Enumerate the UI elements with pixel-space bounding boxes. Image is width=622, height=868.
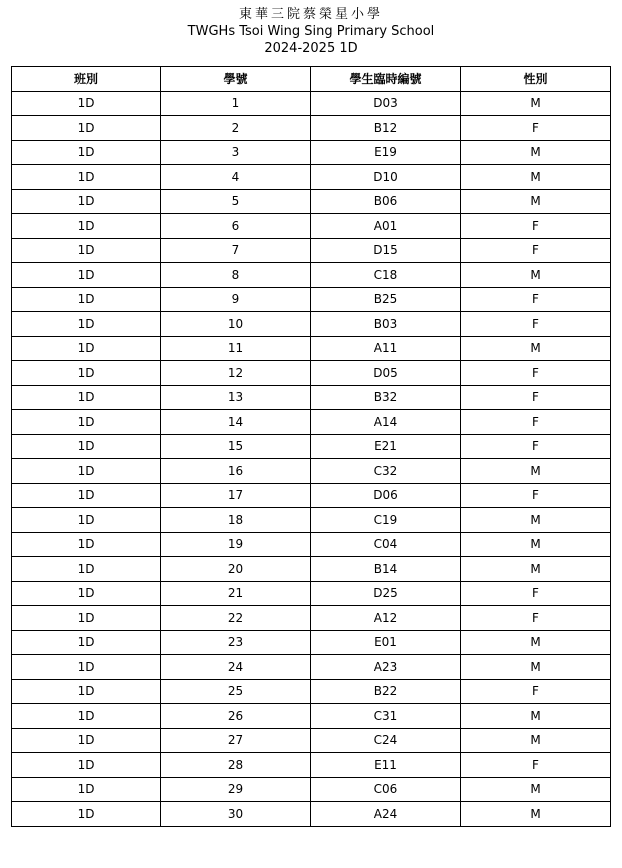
- cell-class: 1D: [12, 140, 161, 165]
- cell-gender: F: [461, 679, 611, 704]
- cell-gender: F: [461, 410, 611, 435]
- cell-class: 1D: [12, 361, 161, 386]
- cell-class: 1D: [12, 557, 161, 582]
- cell-student-number: 22: [161, 606, 311, 631]
- table-row: [12, 655, 611, 680]
- cell-student-number: 27: [161, 728, 311, 753]
- table-row: [12, 312, 611, 337]
- cell-student-number: 4: [161, 165, 311, 190]
- cell-gender: M: [461, 263, 611, 288]
- cell-class: 1D: [12, 434, 161, 459]
- cell-temporary-id: A24: [311, 802, 461, 827]
- cell-student-number: 13: [161, 385, 311, 410]
- table-row: [12, 140, 611, 165]
- cell-student-number: 23: [161, 630, 311, 655]
- cell-student-number: 26: [161, 704, 311, 729]
- table-row: [12, 679, 611, 704]
- table-row: [12, 704, 611, 729]
- cell-temporary-id: E01: [311, 630, 461, 655]
- cell-temporary-id: C19: [311, 508, 461, 533]
- cell-temporary-id: A12: [311, 606, 461, 631]
- table-row: [12, 361, 611, 386]
- school-name-english: TWGHs Tsoi Wing Sing Primary School: [187, 24, 435, 39]
- table-row: [12, 336, 611, 361]
- table-row: [12, 434, 611, 459]
- cell-class: 1D: [12, 704, 161, 729]
- cell-class: 1D: [12, 532, 161, 557]
- cell-temporary-id: A14: [311, 410, 461, 435]
- cell-temporary-id: C06: [311, 777, 461, 802]
- cell-student-number: 18: [161, 508, 311, 533]
- cell-student-number: 2: [161, 116, 311, 141]
- cell-class: 1D: [12, 214, 161, 239]
- cell-class: 1D: [12, 728, 161, 753]
- table-row: [12, 410, 611, 435]
- column-header-gender: 性別: [461, 67, 611, 92]
- cell-student-number: 7: [161, 238, 311, 263]
- cell-class: 1D: [12, 165, 161, 190]
- table-row: [12, 459, 611, 484]
- cell-temporary-id: A11: [311, 336, 461, 361]
- cell-gender: F: [461, 753, 611, 778]
- cell-gender: F: [461, 606, 611, 631]
- column-header-student-number: 學號: [161, 67, 311, 92]
- cell-student-number: 25: [161, 679, 311, 704]
- cell-gender: F: [461, 483, 611, 508]
- cell-class: 1D: [12, 753, 161, 778]
- table-row: [12, 581, 611, 606]
- table-row: [12, 287, 611, 312]
- cell-student-number: 12: [161, 361, 311, 386]
- cell-gender: F: [461, 214, 611, 239]
- table-row: [12, 189, 611, 214]
- cell-gender: M: [461, 557, 611, 582]
- cell-student-number: 17: [161, 483, 311, 508]
- cell-gender: M: [461, 508, 611, 533]
- cell-class: 1D: [12, 777, 161, 802]
- cell-gender: M: [461, 777, 611, 802]
- cell-temporary-id: E21: [311, 434, 461, 459]
- cell-class: 1D: [12, 655, 161, 680]
- cell-gender: F: [461, 238, 611, 263]
- table-row: [12, 532, 611, 557]
- cell-student-number: 30: [161, 802, 311, 827]
- table-row: [12, 263, 611, 288]
- cell-class: 1D: [12, 459, 161, 484]
- table-row: [12, 802, 611, 827]
- school-name-chinese: 東華三院蔡榮星小學: [238, 7, 383, 22]
- cell-temporary-id: B06: [311, 189, 461, 214]
- table-row: [12, 777, 611, 802]
- cell-class: 1D: [12, 385, 161, 410]
- table-row: [12, 238, 611, 263]
- table-row: [12, 116, 611, 141]
- cell-gender: F: [461, 361, 611, 386]
- cell-student-number: 8: [161, 263, 311, 288]
- cell-gender: M: [461, 140, 611, 165]
- cell-class: 1D: [12, 802, 161, 827]
- cell-student-number: 15: [161, 434, 311, 459]
- cell-gender: F: [461, 312, 611, 337]
- cell-class: 1D: [12, 189, 161, 214]
- table-header-row: [12, 67, 611, 92]
- cell-temporary-id: B32: [311, 385, 461, 410]
- cell-temporary-id: C31: [311, 704, 461, 729]
- cell-gender: F: [461, 434, 611, 459]
- cell-class: 1D: [12, 630, 161, 655]
- cell-temporary-id: B14: [311, 557, 461, 582]
- table-row: [12, 91, 611, 116]
- column-header-temporary-id: 學生臨時編號: [311, 67, 461, 92]
- cell-gender: M: [461, 728, 611, 753]
- cell-gender: M: [461, 630, 611, 655]
- cell-temporary-id: E11: [311, 753, 461, 778]
- cell-student-number: 16: [161, 459, 311, 484]
- cell-class: 1D: [12, 410, 161, 435]
- cell-temporary-id: D05: [311, 361, 461, 386]
- cell-temporary-id: D03: [311, 91, 461, 116]
- cell-temporary-id: B25: [311, 287, 461, 312]
- table-row: [12, 606, 611, 631]
- cell-gender: F: [461, 385, 611, 410]
- cell-student-number: 11: [161, 336, 311, 361]
- table-body: [12, 91, 611, 826]
- table-row: [12, 630, 611, 655]
- cell-temporary-id: B12: [311, 116, 461, 141]
- cell-gender: M: [461, 459, 611, 484]
- cell-gender: M: [461, 704, 611, 729]
- cell-class: 1D: [12, 287, 161, 312]
- column-header-class: 班別: [12, 67, 161, 92]
- cell-gender: F: [461, 287, 611, 312]
- cell-class: 1D: [12, 336, 161, 361]
- cell-temporary-id: E19: [311, 140, 461, 165]
- cell-gender: F: [461, 581, 611, 606]
- table-row: [12, 483, 611, 508]
- table-row: [12, 508, 611, 533]
- cell-temporary-id: B22: [311, 679, 461, 704]
- cell-student-number: 9: [161, 287, 311, 312]
- cell-temporary-id: C04: [311, 532, 461, 557]
- cell-student-number: 10: [161, 312, 311, 337]
- class-year-subtitle: 2024-2025 1D: [264, 41, 358, 56]
- cell-gender: M: [461, 336, 611, 361]
- cell-temporary-id: C32: [311, 459, 461, 484]
- cell-temporary-id: A23: [311, 655, 461, 680]
- document-header: [0, 6, 622, 57]
- cell-student-number: 20: [161, 557, 311, 582]
- cell-class: 1D: [12, 312, 161, 337]
- cell-student-number: 19: [161, 532, 311, 557]
- cell-student-number: 24: [161, 655, 311, 680]
- cell-student-number: 6: [161, 214, 311, 239]
- cell-gender: M: [461, 532, 611, 557]
- cell-gender: M: [461, 165, 611, 190]
- table-row: [12, 728, 611, 753]
- cell-student-number: 5: [161, 189, 311, 214]
- table-row: [12, 385, 611, 410]
- cell-gender: M: [461, 189, 611, 214]
- cell-class: 1D: [12, 238, 161, 263]
- cell-class: 1D: [12, 91, 161, 116]
- cell-class: 1D: [12, 679, 161, 704]
- table-row: [12, 165, 611, 190]
- table-row: [12, 753, 611, 778]
- table-row: [12, 214, 611, 239]
- table-row: [12, 557, 611, 582]
- cell-gender: M: [461, 655, 611, 680]
- cell-temporary-id: C18: [311, 263, 461, 288]
- cell-student-number: 1: [161, 91, 311, 116]
- cell-class: 1D: [12, 606, 161, 631]
- cell-temporary-id: A01: [311, 214, 461, 239]
- cell-gender: M: [461, 802, 611, 827]
- cell-temporary-id: C24: [311, 728, 461, 753]
- cell-class: 1D: [12, 483, 161, 508]
- cell-temporary-id: B03: [311, 312, 461, 337]
- cell-gender: M: [461, 91, 611, 116]
- cell-class: 1D: [12, 116, 161, 141]
- cell-class: 1D: [12, 263, 161, 288]
- cell-student-number: 3: [161, 140, 311, 165]
- cell-temporary-id: D15: [311, 238, 461, 263]
- student-roster-table: [11, 66, 611, 827]
- cell-temporary-id: D06: [311, 483, 461, 508]
- cell-student-number: 28: [161, 753, 311, 778]
- cell-student-number: 14: [161, 410, 311, 435]
- cell-temporary-id: D10: [311, 165, 461, 190]
- cell-class: 1D: [12, 581, 161, 606]
- cell-student-number: 21: [161, 581, 311, 606]
- cell-class: 1D: [12, 508, 161, 533]
- cell-gender: F: [461, 116, 611, 141]
- cell-student-number: 29: [161, 777, 311, 802]
- cell-temporary-id: D25: [311, 581, 461, 606]
